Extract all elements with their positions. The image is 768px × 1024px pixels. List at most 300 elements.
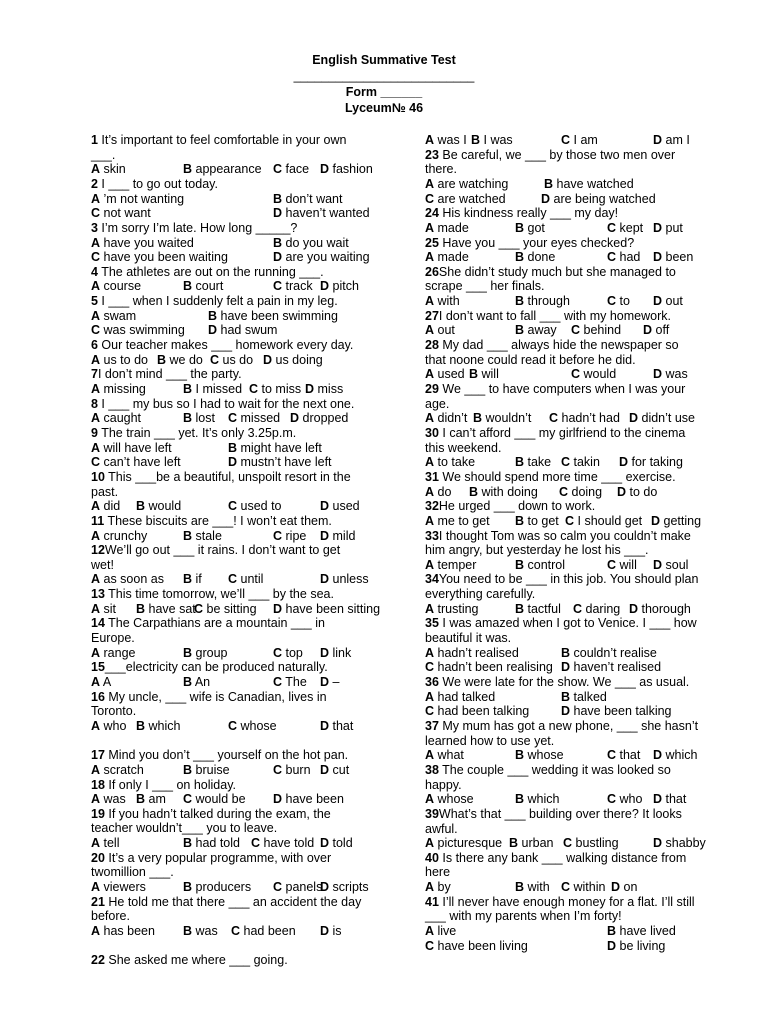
options-row — [91, 309, 381, 324]
option-d — [320, 529, 355, 544]
option-text: with — [524, 880, 550, 895]
option-text: have been sitting — [282, 601, 381, 616]
option-d — [273, 792, 344, 807]
option-a — [425, 411, 467, 426]
option-d — [619, 455, 683, 470]
option-letter: C — [273, 528, 283, 543]
option-letter: C — [228, 718, 238, 733]
option-b — [183, 572, 202, 587]
option-letter: B — [136, 792, 146, 807]
option-letter: B — [183, 572, 193, 587]
question-item — [425, 338, 725, 382]
option-d — [653, 367, 688, 382]
options-row — [425, 646, 725, 661]
option-a — [425, 367, 465, 382]
option-letter: C — [573, 601, 583, 616]
option-text: which — [145, 718, 181, 733]
option-d — [629, 602, 691, 617]
option-c — [273, 529, 306, 544]
question-number: 15 — [91, 660, 105, 675]
option-a — [91, 763, 144, 778]
options-row — [425, 455, 725, 470]
question-item — [91, 397, 381, 426]
question-number: 14 — [91, 616, 105, 631]
option-letter: A — [91, 162, 101, 177]
option-letter: C — [273, 880, 283, 895]
option-b — [136, 719, 180, 734]
question-text: 27I don’t want to fall ___ with my homework. — [425, 308, 671, 323]
option-letter: A — [425, 601, 435, 616]
option-letter: B — [183, 836, 193, 851]
question-number: 9 — [91, 425, 98, 440]
options-row — [91, 675, 381, 690]
option-letter: B — [515, 294, 525, 309]
option-letter: A — [425, 176, 435, 191]
option-b — [157, 353, 203, 368]
question-text: 39What’s that ___ building over there? It looks awful. — [425, 806, 682, 836]
question-text: 12We’ll go out ___ it rains. I don’t want to get wet! — [91, 543, 341, 572]
option-letter: D — [320, 924, 330, 939]
option-d — [607, 939, 665, 954]
option-d — [653, 133, 690, 148]
option-letter: C — [571, 323, 581, 338]
option-text: don’t want — [282, 191, 343, 206]
question-text: 5 I ___ when I suddenly felt a pain in my leg. — [91, 294, 338, 309]
question-text: 30 I can’t afford ___ my girlfriend to the cinema this weekend. — [425, 425, 686, 455]
option-text: used — [329, 499, 360, 514]
question-item — [91, 851, 381, 895]
options-row — [91, 719, 381, 734]
option-b — [183, 675, 210, 690]
option-text: temper — [434, 557, 477, 572]
option-letter: C — [91, 250, 101, 265]
left-column — [91, 133, 381, 968]
option-text: had talked — [434, 689, 496, 704]
option-letter: A — [91, 836, 101, 851]
option-a — [425, 294, 460, 309]
option-letter: A — [425, 557, 435, 572]
option-letter: B — [515, 455, 525, 470]
question-text: 9 The train ___ yet. It’s only 3.25p.m. — [91, 425, 297, 440]
option-letter: A — [425, 411, 435, 426]
option-letter: A — [91, 308, 101, 323]
option-b — [183, 411, 215, 426]
question-number: 18 — [91, 777, 105, 792]
option-text: made — [434, 220, 469, 235]
question-number: 33 — [425, 528, 439, 543]
question-number: 29 — [425, 382, 439, 397]
question-item — [425, 807, 725, 851]
option-letter: B — [471, 133, 481, 147]
option-b — [469, 485, 538, 500]
option-text: stale — [192, 528, 222, 543]
option-letter: D — [653, 220, 663, 235]
question-text: 26She didn’t study much but she managed to scrape ___ her finals. — [425, 264, 676, 294]
question-text: 40 Is there any bank ___ walking distance from here — [425, 850, 687, 880]
options-row — [425, 558, 725, 573]
option-text: me to get — [434, 513, 490, 528]
option-text: I should get — [574, 513, 643, 528]
option-letter: C — [607, 294, 617, 309]
option-text: have sat — [145, 601, 196, 616]
question-text: 3 I’m sorry I’m late. How long _____? — [91, 220, 298, 235]
option-text: for taking — [628, 455, 683, 470]
option-text: do — [434, 484, 452, 499]
option-b — [473, 411, 531, 426]
option-text: burn — [282, 762, 311, 777]
option-letter: C — [425, 660, 435, 675]
option-d — [653, 250, 693, 265]
question-item — [91, 778, 381, 807]
option-b — [228, 441, 322, 456]
option-b — [515, 792, 559, 807]
option-a — [91, 411, 141, 426]
option-letter: A — [425, 250, 435, 265]
option-text: which — [662, 748, 698, 763]
option-letter: D — [651, 513, 661, 528]
option-letter: D — [320, 279, 330, 294]
option-text: mild — [329, 528, 356, 543]
option-letter: B — [273, 235, 283, 250]
option-c — [607, 250, 640, 265]
option-letter: C — [210, 352, 220, 367]
options-row — [425, 411, 725, 426]
option-c — [228, 411, 280, 426]
option-letter: B — [183, 382, 193, 397]
option-text: got — [524, 220, 545, 235]
option-text: done — [524, 250, 556, 265]
option-c — [273, 675, 307, 690]
option-b — [607, 924, 676, 939]
question-number: 2 — [91, 176, 98, 191]
question-text: 41 I’ll never have enough money for a flat. I’ll still ___ with my parents when I’m forty! — [425, 894, 695, 924]
options-row — [425, 660, 725, 675]
option-text: am I — [662, 133, 690, 147]
question-text: 10 This ___be a beautiful, unspoilt resort in the past. — [91, 469, 351, 499]
option-text: was — [100, 792, 126, 807]
option-b — [515, 558, 565, 573]
option-text: used — [434, 367, 465, 382]
option-letter: A — [91, 718, 101, 733]
option-letter: D — [629, 601, 639, 616]
question-number: 8 — [91, 396, 98, 411]
option-text: did — [100, 499, 121, 514]
option-text: crunchy — [100, 528, 148, 543]
option-letter: B — [515, 880, 525, 895]
option-a — [91, 499, 120, 514]
option-letter: C — [425, 938, 435, 953]
option-a — [425, 924, 456, 939]
option-d — [208, 323, 277, 338]
question-item — [425, 382, 725, 426]
option-b — [515, 514, 559, 529]
option-text: had — [616, 250, 641, 265]
question-number: 28 — [425, 338, 439, 353]
option-letter: B — [561, 645, 571, 660]
option-letter: D — [228, 455, 238, 470]
question-text: 18 If only I ___ on holiday. — [91, 777, 237, 792]
option-letter: A — [91, 792, 101, 807]
question-number: 17 — [91, 748, 105, 763]
question-text: 35 I was amazed when I got to Venice. I ___ how beautiful it was. — [425, 616, 697, 646]
option-a — [425, 455, 475, 470]
option-text: us do — [219, 352, 254, 367]
option-b — [515, 294, 570, 309]
option-text: missed — [237, 411, 281, 426]
option-letter: C — [607, 792, 617, 807]
option-text: swam — [100, 308, 137, 323]
question-item — [425, 851, 725, 895]
option-d — [273, 602, 380, 617]
question-number: 19 — [91, 806, 105, 821]
options-row — [425, 939, 725, 954]
option-letter: A — [425, 220, 435, 235]
option-letter: D — [320, 499, 330, 514]
option-text: haven’t realised — [570, 660, 662, 675]
option-c — [425, 660, 553, 675]
option-d — [320, 162, 373, 177]
option-letter: D — [273, 206, 283, 221]
option-letter: A — [425, 513, 435, 528]
option-text: whose — [524, 748, 564, 763]
option-text: would — [580, 367, 617, 382]
option-letter: C — [559, 484, 569, 499]
option-c — [571, 323, 621, 338]
option-letter: B — [183, 528, 193, 543]
question-text: 11 These biscuits are ___! I won’t eat them. — [91, 513, 332, 528]
option-letter: C — [91, 455, 101, 470]
option-text: was — [192, 924, 218, 939]
option-b — [273, 192, 343, 207]
question-text: 21 He told me that there ___ an accident the day before. — [91, 894, 362, 924]
option-b — [183, 162, 262, 177]
option-text: viewers — [100, 880, 146, 895]
option-c — [571, 367, 616, 382]
question-text: 29 We ___ to have computers when I was your age. — [425, 382, 686, 411]
option-text: are watching — [434, 176, 509, 191]
option-b — [544, 177, 634, 192]
options-row — [91, 499, 381, 514]
option-a — [91, 162, 126, 177]
option-letter: A — [425, 484, 435, 499]
option-letter: B — [515, 792, 525, 807]
option-text: couldn’t realise — [570, 645, 657, 660]
option-d — [653, 836, 706, 851]
option-a — [425, 792, 474, 807]
option-letter: A — [425, 455, 435, 470]
options-row — [425, 602, 725, 617]
option-letter: C — [549, 411, 559, 426]
options-row — [91, 250, 381, 265]
option-text: out — [662, 294, 683, 309]
option-letter: D — [653, 836, 663, 851]
question-text: 16 My uncle, ___ wife is Canadian, lives in Toronto. — [91, 689, 327, 719]
question-item — [91, 514, 381, 543]
option-text: can’t have left — [100, 455, 181, 470]
option-text: off — [652, 323, 670, 338]
option-c — [563, 836, 619, 851]
option-text: who — [616, 792, 643, 807]
option-a — [91, 572, 164, 587]
option-letter: B — [183, 762, 193, 777]
question-text: 23 Be careful, we ___ by those two men over there. — [425, 147, 676, 177]
option-b — [183, 880, 251, 895]
question-number: 25 — [425, 235, 439, 250]
options-row — [425, 177, 725, 192]
option-text: skin — [100, 162, 126, 177]
option-d — [273, 206, 370, 221]
question-item — [91, 470, 381, 514]
option-letter: D — [619, 455, 629, 470]
option-text: we do — [166, 352, 203, 367]
option-letter: B — [515, 220, 525, 235]
option-letter: B — [136, 499, 146, 514]
option-c — [607, 558, 637, 573]
option-b — [183, 646, 227, 661]
option-text: have you waited — [100, 235, 194, 250]
option-letter: B — [473, 411, 483, 426]
option-text: tell — [100, 836, 120, 851]
option-letter: D — [320, 162, 330, 177]
option-letter: D — [208, 323, 218, 338]
question-item — [425, 148, 725, 207]
option-text: link — [329, 645, 352, 660]
option-letter: D — [611, 880, 621, 895]
option-letter: C — [273, 162, 283, 177]
option-d — [320, 719, 353, 734]
question-item — [425, 719, 725, 763]
option-text: didn’t use — [638, 411, 696, 426]
option-c — [249, 382, 301, 397]
question-text: 32He urged ___ down to work. — [425, 499, 596, 514]
option-text: have been living — [434, 938, 528, 953]
option-text: take — [524, 455, 552, 470]
option-a — [91, 792, 126, 807]
option-text: have told — [260, 836, 315, 851]
question-number: 35 — [425, 616, 439, 631]
option-text: to — [616, 294, 630, 309]
option-d — [643, 323, 669, 338]
question-text: 6 Our teacher makes ___ homework every day. — [91, 338, 354, 353]
option-text: do you wait — [282, 235, 349, 250]
option-letter: C — [273, 762, 283, 777]
option-a — [91, 602, 116, 617]
option-d — [611, 880, 637, 895]
option-d — [320, 836, 353, 851]
option-text: to do — [626, 484, 658, 499]
option-text: caught — [100, 411, 142, 426]
option-letter: A — [91, 572, 101, 587]
option-letter: D — [320, 762, 330, 777]
option-b — [136, 499, 181, 514]
option-letter: A — [91, 924, 101, 939]
question-number: 30 — [425, 425, 439, 440]
options-row — [425, 294, 725, 309]
question-item — [91, 616, 381, 660]
option-d — [653, 294, 683, 309]
option-a — [91, 836, 119, 851]
option-text: control — [524, 557, 566, 572]
option-text: hadn’t been realising — [434, 660, 553, 675]
option-text: to get — [524, 513, 559, 528]
option-letter: C — [228, 411, 238, 426]
option-letter: D — [653, 792, 663, 807]
question-item — [425, 470, 725, 499]
option-c — [607, 792, 642, 807]
option-letter: D — [320, 528, 330, 543]
option-letter: B — [515, 323, 525, 338]
option-a — [91, 646, 135, 661]
option-text: ripe — [282, 528, 307, 543]
question-item — [425, 309, 725, 338]
option-d — [320, 880, 369, 895]
option-letter: C — [607, 557, 617, 572]
option-c — [561, 880, 605, 895]
option-text: used to — [237, 499, 282, 514]
question-number: 22 — [91, 953, 105, 968]
question-item — [425, 236, 725, 265]
option-letter: C — [91, 206, 101, 221]
option-text: would — [145, 499, 182, 514]
question-item — [91, 338, 381, 367]
option-letter: A — [425, 880, 435, 895]
option-letter: A — [425, 133, 435, 147]
question-number: 39 — [425, 806, 439, 821]
option-letter: D — [653, 133, 663, 147]
option-text: are you waiting — [282, 250, 370, 265]
option-b — [183, 763, 230, 778]
option-text: had swum — [217, 323, 278, 338]
question-item — [425, 499, 725, 528]
option-letter: D — [617, 484, 627, 499]
option-letter: A — [91, 675, 101, 689]
option-letter: A — [425, 294, 435, 309]
options-row — [91, 411, 381, 426]
option-text: course — [100, 279, 142, 294]
option-text: have lived — [616, 924, 676, 939]
option-c — [91, 455, 181, 470]
option-text: has been — [100, 924, 155, 939]
option-text: as soon as — [100, 572, 164, 587]
option-letter: B — [157, 352, 167, 367]
option-a — [425, 690, 495, 705]
option-letter: C — [561, 133, 571, 147]
option-text: to miss — [258, 382, 302, 397]
option-a — [91, 529, 147, 544]
question-item — [425, 572, 725, 616]
option-b — [561, 646, 657, 661]
option-letter: A — [91, 411, 101, 426]
option-letter: C — [561, 880, 571, 895]
question-number: 20 — [91, 850, 105, 865]
option-b — [183, 924, 218, 939]
option-text: takin — [570, 455, 600, 470]
option-text: I was — [480, 133, 513, 147]
option-b — [561, 690, 607, 705]
option-b — [183, 529, 222, 544]
option-text: producers — [192, 880, 252, 895]
question-text: 37 My mum has got a new phone, ___ she hasn’t learned how to use yet. — [425, 718, 699, 748]
option-letter: B — [469, 484, 479, 499]
option-text: if — [192, 572, 202, 587]
option-text: put — [662, 220, 683, 235]
option-text: hadn’t realised — [434, 645, 519, 660]
option-text: have been swimming — [217, 308, 338, 323]
option-letter: A — [425, 689, 435, 704]
option-letter: A — [91, 528, 101, 543]
question-item — [91, 221, 381, 265]
option-letter: B — [183, 279, 193, 294]
